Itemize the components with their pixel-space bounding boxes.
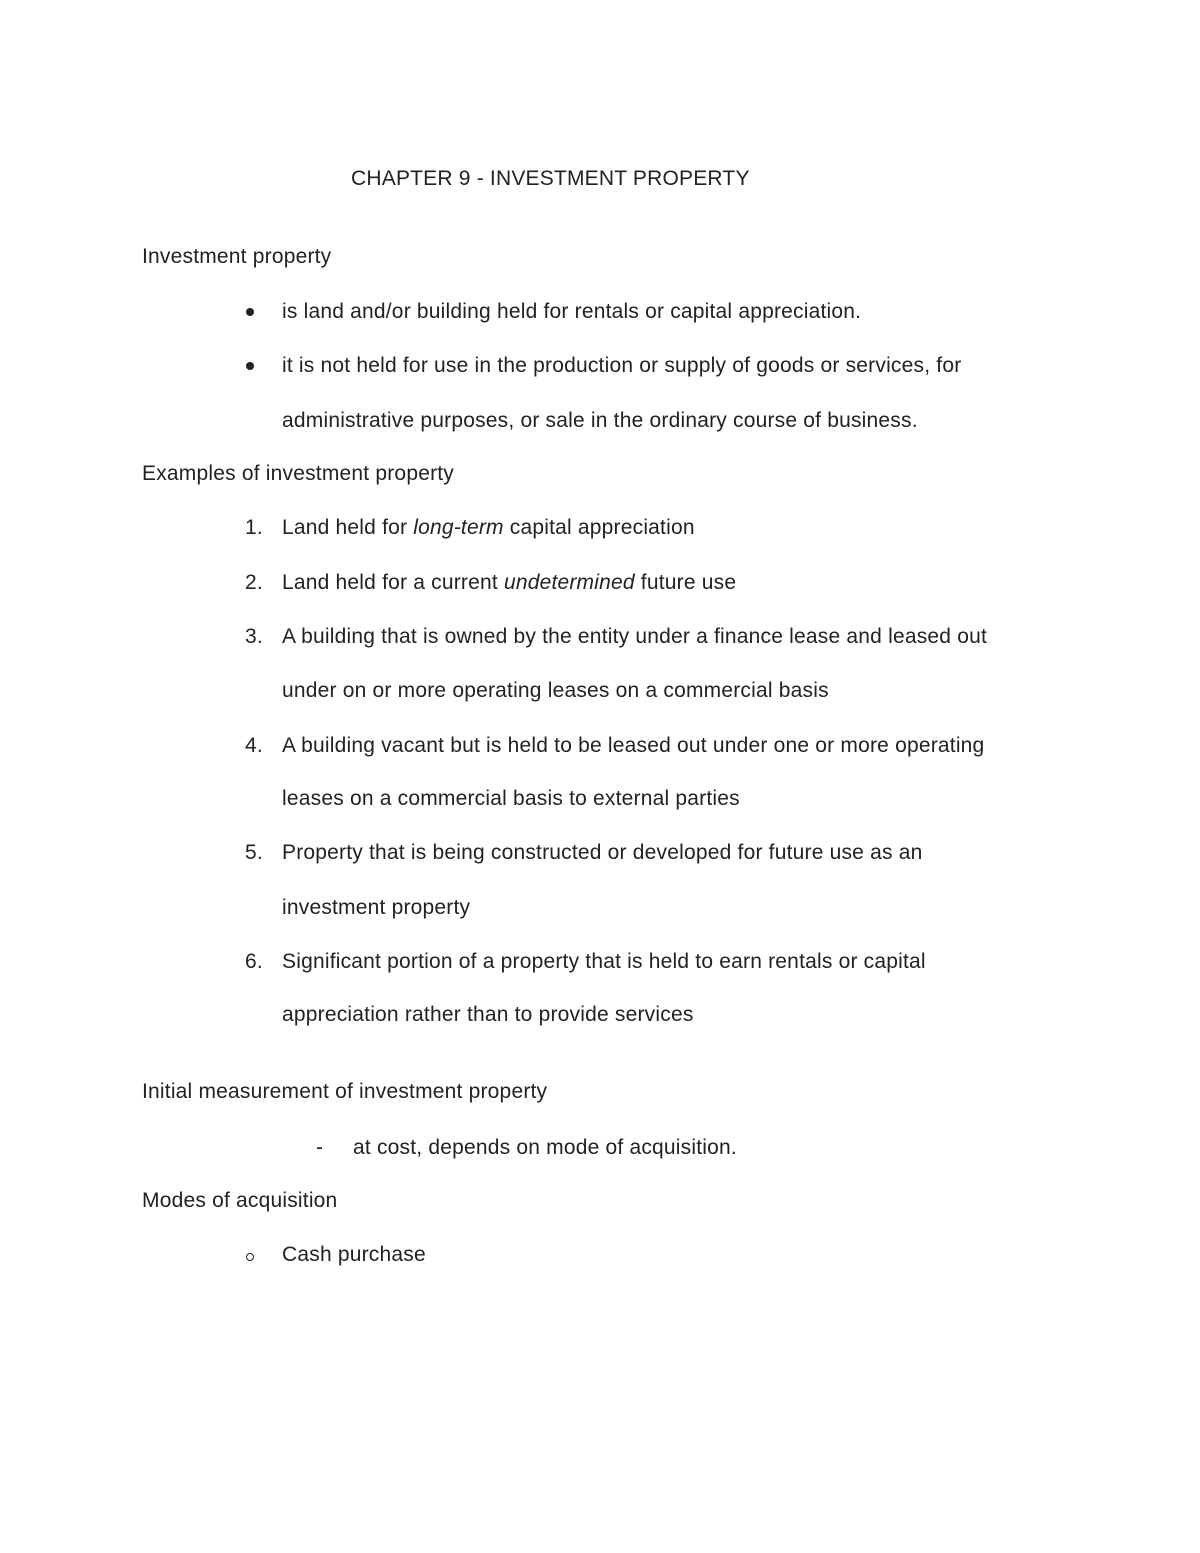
list-number: 3. <box>245 625 263 648</box>
section-heading-modes-of-acquisition: Modes of acquisition <box>142 1189 338 1212</box>
list-item-continuation: appreciation rather than to provide services <box>282 1003 694 1026</box>
list-item: Significant portion of a property that is held to earn rentals or capital <box>282 950 926 973</box>
emphasis-text: undetermined <box>503 571 635 594</box>
dash-marker: - <box>316 1136 324 1159</box>
list-item: A building vacant but is held to be leased out under one or more operating <box>282 734 985 757</box>
emphasis-text: long-term <box>413 516 504 539</box>
section-heading-initial-measurement: Initial measurement of investment property <box>142 1080 548 1103</box>
list-number: 4. <box>245 734 263 757</box>
list-number: 6. <box>245 950 263 973</box>
list-number: 1. <box>245 516 263 539</box>
section-heading-examples: Examples of investment property <box>142 462 455 485</box>
list-item-continuation: investment property <box>282 896 471 919</box>
list-item: Cash purchase <box>282 1243 426 1266</box>
list-item-continuation: under on or more operating leases on a commercial basis <box>282 679 829 702</box>
page-title: CHAPTER 9 - INVESTMENT PROPERTY <box>351 167 750 190</box>
list-item: Land held for long-term capital appreciation <box>282 516 695 539</box>
list-number: 5. <box>245 841 263 864</box>
section-heading-investment-property: Investment property <box>142 245 332 268</box>
list-item: at cost, depends on mode of acquisition. <box>353 1136 737 1159</box>
list-item: it is not held for use in the production or supply of goods or services, for <box>282 354 962 377</box>
list-item-continuation: leases on a commercial basis to external parties <box>282 787 740 810</box>
list-item-continuation: administrative purposes, or sale in the ordinary course of business. <box>282 409 918 432</box>
list-item: A building that is owned by the entity under a finance lease and leased out <box>282 625 987 648</box>
list-item: is land and/or building held for rentals or capital appreciation. <box>282 300 862 323</box>
circle-bullet-icon <box>246 1253 254 1261</box>
bullet-icon <box>246 362 254 370</box>
bullet-icon <box>246 308 254 316</box>
list-item: Property that is being constructed or developed for future use as an <box>282 841 923 864</box>
list-number: 2. <box>245 571 263 594</box>
list-item: Land held for a current undetermined future use <box>282 571 737 594</box>
